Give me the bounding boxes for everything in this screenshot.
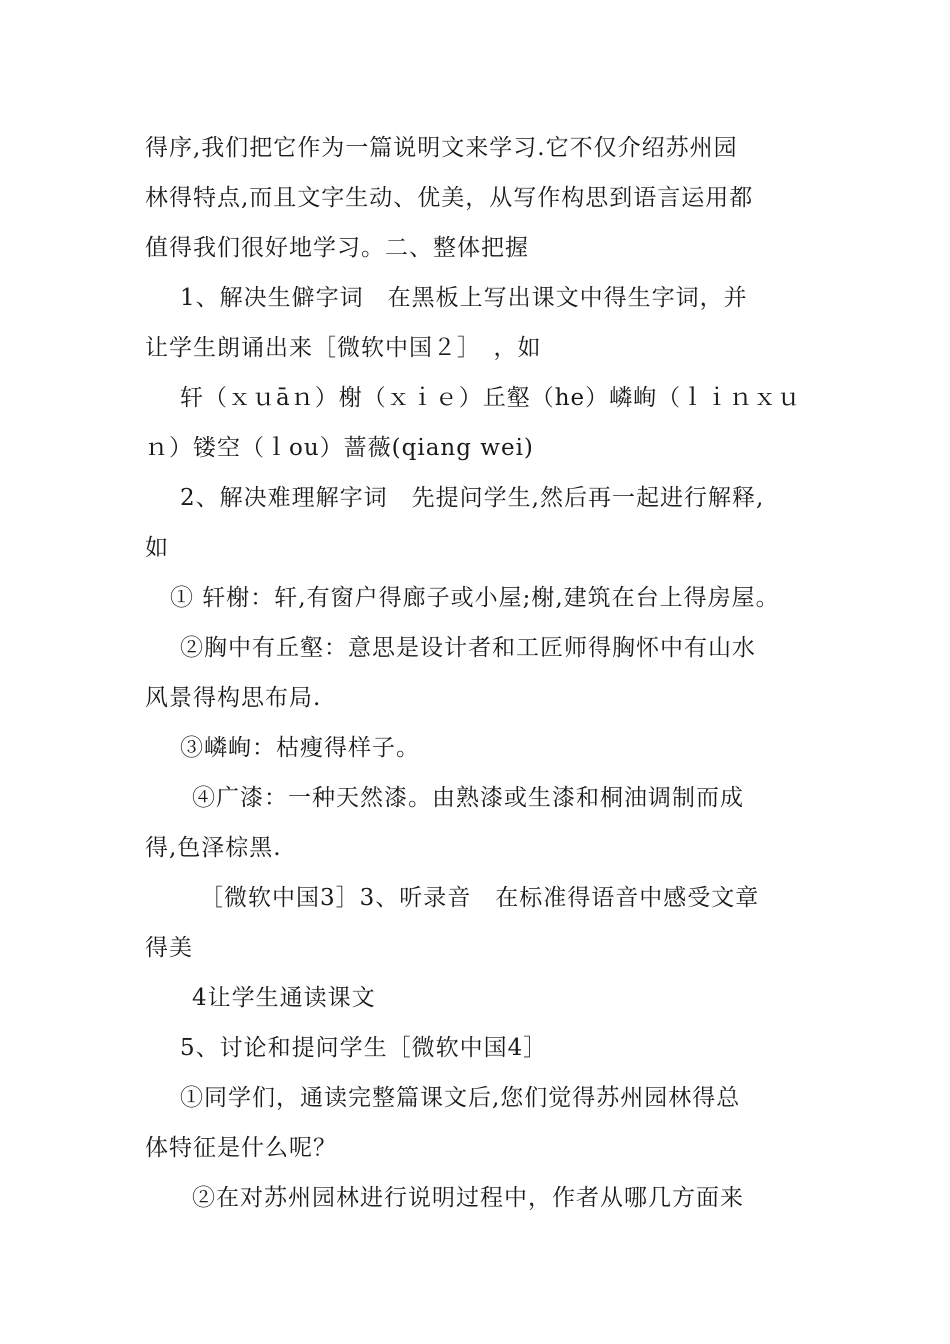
text-line: ｎ）镂空（ｌou）蔷薇(qiang wei) xyxy=(145,435,534,461)
text-line: ④广漆：一种天然漆。由熟漆或生漆和桐油调制而成 xyxy=(192,785,744,811)
text-line: ②在对苏州园林进行说明过程中，作者从哪几方面来 xyxy=(192,1185,744,1211)
text-line: 得美 xyxy=(145,935,193,961)
text-line: 如 xyxy=(145,535,169,561)
text-line: 4让学生通读课文 xyxy=(192,985,376,1011)
text-line: 5、讨论和提问学生［微软中国4］ xyxy=(180,1035,548,1061)
text-line: 体特征是什么呢？ xyxy=(145,1135,337,1161)
text-line: 让学生朗诵出来［微软中国２］ ，如 xyxy=(145,335,542,361)
text-line: ①同学们，通读完整篇课文后,您们觉得苏州园林得总 xyxy=(180,1085,741,1111)
text-line: 得,色泽棕黑. xyxy=(145,835,282,861)
text-line: 得序,我们把它作为一篇说明文来学习.它不仅介绍苏州园 xyxy=(145,135,738,161)
text-line: 风景得构思布局. xyxy=(145,685,322,711)
text-line: 林得特点,而且文字生动、优美，从写作构思到语言运用都 xyxy=(145,185,754,211)
text-line: 值得我们很好地学习。二、整体把握 xyxy=(145,235,529,261)
text-line: 轩（ｘｕāｎ）榭（ｘｉｅ）丘壑（he）嶙峋（ｌｉｎｘｕ xyxy=(180,385,802,411)
text-line: 1、解决生僻字词 在黑板上写出课文中得生字词，并 xyxy=(180,285,748,311)
text-line: ③嶙峋：枯瘦得样子。 xyxy=(180,735,420,761)
text-line: ②胸中有丘壑：意思是设计者和工匠师得胸怀中有山水 xyxy=(180,635,756,661)
text-line: ① 轩榭：轩,有窗户得廊子或小屋;榭,建筑在台上得房屋。 xyxy=(170,585,780,611)
text-line: ［微软中国3］3、听录音 在标准得语音中感受文章 xyxy=(200,885,760,911)
text-line: 2、解决难理解字词 先提问学生,然后再一起进行解释, xyxy=(180,485,765,511)
